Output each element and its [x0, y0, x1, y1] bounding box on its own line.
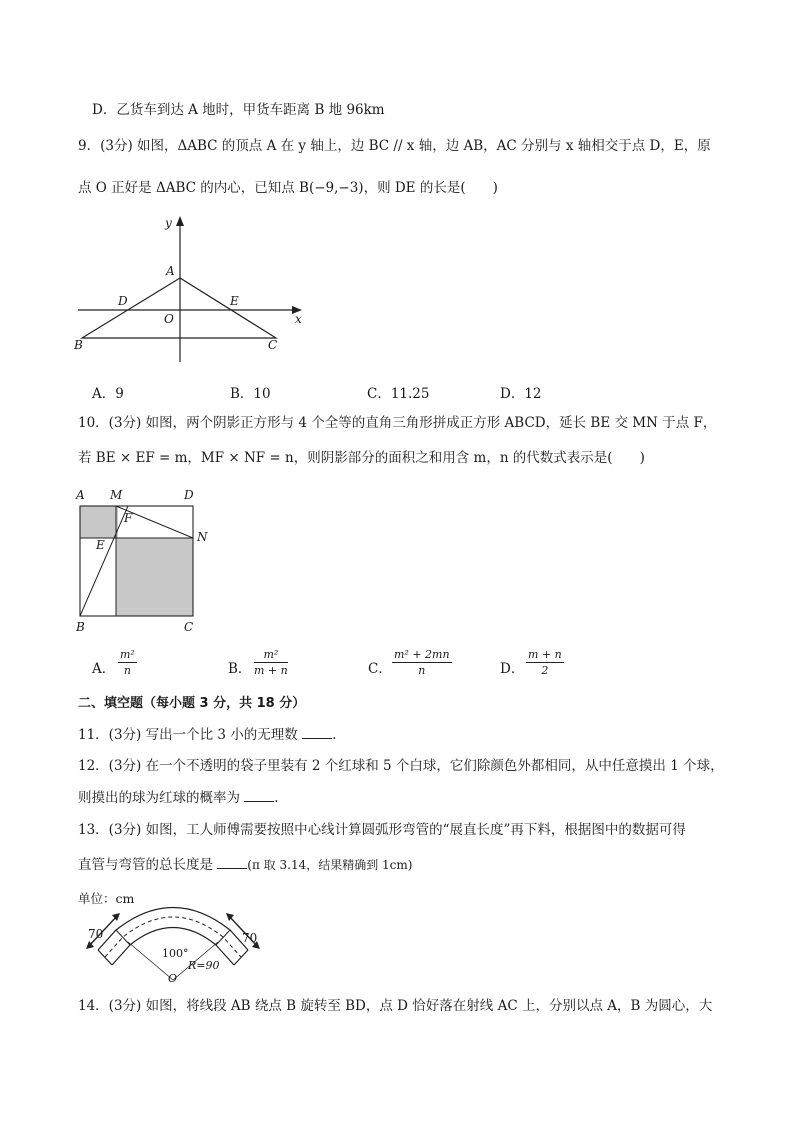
- q9-text-line1: 9．(3分) 如图，ΔABC 的顶点 A 在 y 轴上，边 BC // x 轴，边 AB，AC 分别与 x 轴相交于点 D，E，原: [78, 138, 711, 154]
- q13-label-left-length: 70: [88, 927, 104, 941]
- q9-option-d: D．12: [500, 386, 542, 402]
- q11-answer-blank[interactable]: [302, 724, 332, 739]
- q12-stem: 则摸出的球为红球的概率为: [78, 790, 240, 806]
- q10-option-c-fraction: [392, 648, 452, 677]
- q10-text-line1: 10．(3分) 如图，两个阴影正方形与 4 个全等的直角三角形拼成正方形 ABCD，延长 BE 交 MN 于点 F，: [78, 415, 717, 431]
- q10-shade-small: [80, 506, 118, 538]
- q13-note: (π 取 3.14，结果精确到 1cm): [247, 858, 413, 872]
- q10-option-b-num: m²: [263, 648, 279, 661]
- q12-end: .: [274, 790, 279, 806]
- q9-label-A: A: [166, 264, 175, 278]
- q10-option-a-fraction: [118, 648, 137, 677]
- q10-option-b-letter: B．: [228, 661, 252, 677]
- q13-unit-label: 单位：cm: [78, 891, 135, 906]
- q9-option-b: B．10: [230, 386, 271, 402]
- q10-text-line2: 若 BE × EF = m，MF × NF = n，则阴影部分的面积之和用含 m，n 的代数式表示是( ): [78, 450, 645, 466]
- q13-joint-right: [216, 930, 230, 945]
- q10-option-a-num: m²: [120, 648, 135, 661]
- q13-joint-left: [116, 930, 130, 945]
- q13-pipe-end-left: [98, 950, 112, 965]
- q13-answer-blank[interactable]: [217, 854, 247, 869]
- q9-label-B: B: [74, 338, 83, 352]
- section-2-heading: 二、填空题（每小题 3 分，共 18 分）: [78, 696, 306, 711]
- q10-figure-svg: [70, 486, 220, 636]
- q9-label-O: O: [164, 312, 174, 326]
- q9-text-line2: 点 O 正好是 ΔABC 的内心，已知点 B(−9,−3)，则 DE 的长是( ): [78, 180, 498, 196]
- q9-label-C: C: [268, 338, 278, 352]
- q13-label-right-length: 70: [242, 931, 258, 945]
- q14-text-line1: 14．(3分) 如图，将线段 AB 绕点 B 旋转至 BD，点 D 恰好落在射线 AC 上，分别以点 A，B 为圆心，大: [78, 998, 713, 1014]
- q12-answer-blank[interactable]: [244, 787, 274, 802]
- q11-stem: 11．(3分) 写出一个比 3 小的无理数: [78, 727, 298, 743]
- q10-label-B: B: [76, 620, 85, 634]
- q10-option-c-num: m² + 2mn: [394, 648, 450, 661]
- q9-option-a: A．9: [92, 386, 124, 402]
- q9-label-x: x: [295, 312, 302, 326]
- q10-option-b-fraction: [254, 648, 288, 677]
- q9-label-y: y: [165, 216, 172, 230]
- q10-option-d-letter: D．: [500, 661, 525, 677]
- q9-label-D: D: [118, 294, 128, 308]
- q10-label-E: E: [96, 538, 105, 552]
- q10-label-F: F: [124, 511, 133, 525]
- q13-label-O: O: [168, 972, 178, 985]
- q10-label-A: A: [76, 488, 85, 502]
- q13-pipe-outer: [98, 908, 248, 951]
- q12-text-line1: 12．(3分) 在一个不透明的袋子里装有 2 个红球和 5 个白球，它们除颜色外都相同，从中任意摸出 1 个球，: [78, 758, 724, 774]
- q10-option-b-den: m + n: [254, 664, 288, 677]
- q10-option-d-num: m + n: [528, 648, 562, 661]
- q9-figure: [70, 212, 310, 372]
- q9-option-c: C．11.25: [367, 386, 430, 402]
- q10-option-a-letter: A．: [92, 661, 116, 677]
- q10-label-D: D: [184, 488, 194, 502]
- q10-figure: [70, 486, 220, 636]
- q11-text: [78, 724, 336, 745]
- q9-label-E: E: [230, 294, 239, 308]
- q9-triangle: [82, 278, 276, 338]
- q13-figure: [78, 885, 278, 985]
- q10-label-N: N: [197, 530, 208, 544]
- q11-end: .: [332, 727, 337, 743]
- q9-y-arrow: [176, 216, 184, 226]
- q10-option-c-letter: C．: [368, 661, 392, 677]
- q10-shade-large: [116, 538, 193, 616]
- q13-text-line1: 13．(3分) 如图，工人师傅需要按照中心线计算圆弧形弯管的“展直长度”再下料，根据图中的数据可得: [78, 822, 686, 838]
- q13-stem: 直管与弯管的总长度是: [78, 857, 213, 873]
- q13-text-line2: [78, 854, 412, 875]
- q10-option-d-fraction: [526, 648, 564, 677]
- q10-label-M: M: [110, 488, 123, 502]
- q10-option-a-den: n: [123, 664, 131, 677]
- q13-label-radius: R=90: [188, 959, 220, 972]
- q8-option-d: D．乙货车到达 A 地时，甲货车距离 B 地 96km: [92, 102, 385, 118]
- q10-option-c-den: n: [418, 664, 426, 677]
- q10-label-C: C: [184, 620, 194, 634]
- q12-text-line2: [78, 787, 279, 808]
- q10-option-d-den: 2: [541, 664, 549, 677]
- q13-label-angle: 100°: [162, 947, 189, 960]
